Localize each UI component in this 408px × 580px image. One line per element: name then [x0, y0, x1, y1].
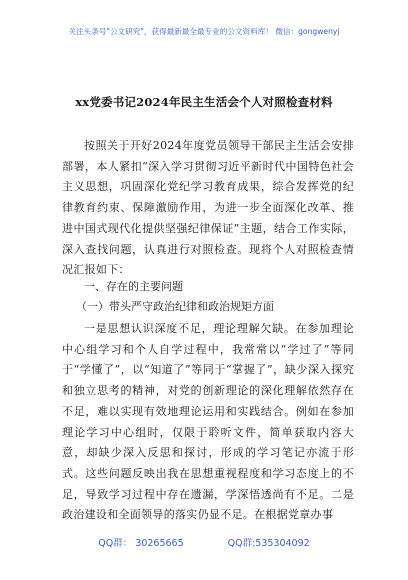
- footer: [0, 535, 408, 549]
- footer-qq-group-2: QQ群:535304092: [227, 538, 310, 549]
- footer-qq-group-1: QQ群： 30265665: [98, 538, 184, 549]
- intro-paragraph: 按照关于开好2024年度党员领导干部民主生活会安排部署，本人紧扣“深入学习贯彻习近平新时代中国特色社会主义思想，巩固深化党纪学习教育成果，综合发挥党的纪律教育约束、保障激励作用，为进一步全面深化改革、推进中国式现代化提供坚强纪律保证”主题，结合工作实际，深入查找问题，认真进行对照检查。现将个人对照检查情况汇报如下：: [62, 139, 354, 277]
- section-heading: 一、存在的主要问题: [84, 280, 183, 293]
- subsection-heading: [62, 297, 354, 318]
- body-paragraph: 一是思想认识深度不足，理论理解欠缺。在参加理论中心组学习和个人自学过程中，我常常以“学过了”等同于“学懂了”，以“知道了”等同于“掌握了”，缺少深入探究和独立思考的精神，对党的创新理论的深化理解依然存在不足，难以实现有效地理论运用和实践结合。例如在参加理论学习中心组时，仅限于聆听文件，简单获取内容大意，却缺少深入反思和探讨，形成的学习笔记亦流于形式。这些问题反映出我在思想重视程度和学习态度上的不足，导致学习过程中存在遗漏，学深悟透尚有不足。二是政治建设和全面领导的落实仍显不足。在根据党章办事: [62, 322, 354, 522]
- header-promo-note: 关注头条号"公文研究"，获得最新最全最专业的公文资料库！ 微信：gongwenyj: [68, 27, 340, 36]
- document-title: xx党委书记2024年民主生活会个人对照检查材料: [75, 95, 333, 109]
- subsection-heading-text: （一）带头严守政治纪律和政治规矩方面: [76, 300, 274, 313]
